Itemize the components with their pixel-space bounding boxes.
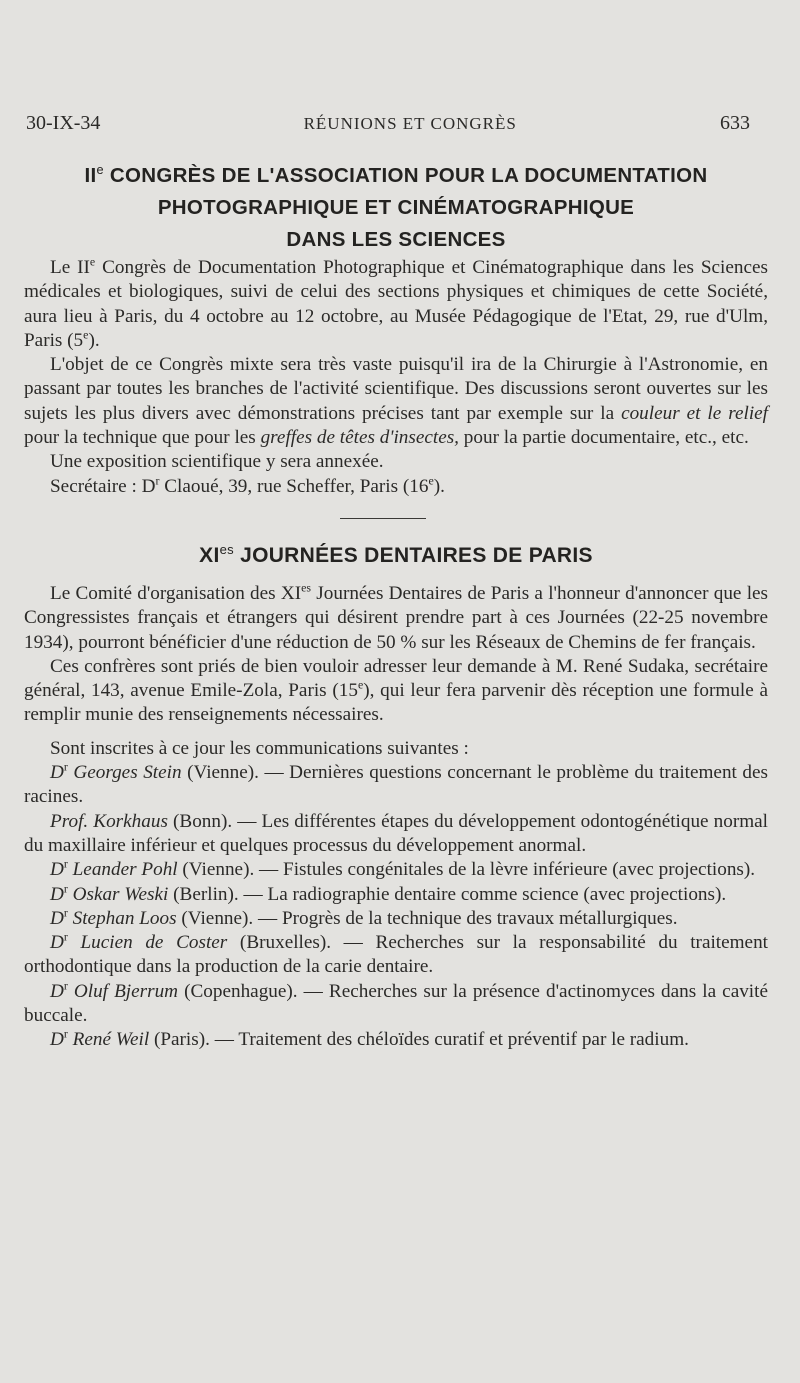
- title-roman: II: [84, 164, 97, 187]
- section1-paragraph-2: L'objet de ce Congrès mixte sera très vaste puisqu'il ira de la Chirurgie à l'Astronomie, en passant par toutes les branches de l'activité scientifique. Des discussions seront ouvertes sur les sujets les plus divers avec démonstrations précises tant par exemple sur la couleur et le relief pour la technique que pour les greffes de têtes d'insectes, pour la partie documentaire, etc., etc.: [24, 354, 769, 449]
- section-divider: [340, 518, 426, 519]
- section2-paragraph-1: Le Comité d'organisation des $XI^{es}$ Journées Dentaires de Paris a l'honneur d'annoncer que les Congressistes français et étrangers qui désirent prendre part à ces Journées (22-25 novembre 1934), pourront bénéficier d'une réduction de 50 % sur les Réseaux de Chemins de fer français.: [24, 580, 769, 653]
- running-head: [26, 112, 750, 135]
- communication-item: $D^r$ Oskar Weski (Berlin). — La radiographie dentaire comme science (avec projections).: [50, 881, 727, 905]
- header-section-title: RÉUNIONS ET CONGRÈS: [303, 114, 517, 133]
- section1-paragraph-1: Le IIe Congrès de Documentation Photographique et Cinématographique dans les Sciences médicales et biologiques, suivi de celui des sections physiques et chimiques de cette Société, aura lieu à Paris, du 4 octobre au 12 octobre, au Musée Pédagogique de l'Etat, 29, rue d'Ulm, Paris (5e).: [24, 254, 768, 351]
- title-line2: PHOTOGRAPHIQUE ET CINÉMATOGRAPHIQUE: [157, 196, 635, 219]
- title-line1: CONGRÈS DE L'ASSOCIATION POUR LA DOCUMENTATION: [103, 164, 708, 187]
- communication-item: $D^r$ Georges Stein (Vienne). — Dernières questions concernant le problème du traitement des racines.: [24, 759, 768, 808]
- communication-item: $D^r$ René Weil (Paris). — Traitement des chéloïdes curatif et préventif par le radium.: [50, 1026, 689, 1051]
- page-number: 633: [719, 112, 750, 134]
- communication-item: $D^r$ Oluf Bjerrum (Copenhague). — Recherches sur la présence d'actinomyces dans la cavité buccale.: [24, 978, 768, 1027]
- communication-item: $D^r$ Stephan Loos (Vienne). — Progrès de la technique des travaux métallurgiques.: [50, 905, 678, 929]
- communications-intro: Sont inscrites à ce jour les communications suivantes :: [50, 737, 469, 759]
- header-date: 30-IX-34: [26, 112, 101, 134]
- communication-item: Prof. Korkhaus (Bonn). — Les différentes étapes du développement odontogénétique normal du maxillaire inférieur et quelques processus du développement anormal.: [24, 810, 769, 856]
- communication-item: $D^r$ Lucien de Coster (Bruxelles). — Recherches sur la responsabilité du traitement orthodontique dans la production de la carie dentaire.: [24, 929, 769, 978]
- title-sup: e: [96, 162, 104, 178]
- section-journees-dentaires: [24, 541, 768, 1053]
- section2-paragraph-2: Ces confrères sont priés de bien vouloir adresser leur demande à M. René Sudaka, secrétaire général, 143, avenue Emile-Zola, Paris (15e), qui leur fera parvenir dès réception une formule à remplir munie des renseignements nécessaires.: [24, 655, 768, 726]
- section1-secretary: Secrétaire : $D^r$ Claoué, 39, rue Scheffer, Paris (16e).: [50, 473, 445, 497]
- section-congres-documentation: [24, 160, 768, 499]
- communication-item: $D^r$ Leander Pohl (Vienne). — Fistules congénitales de la lèvre inférieure (avec projections).: [50, 856, 756, 881]
- section1-paragraph-3: Une exposition scientifique y sera annexée.: [50, 451, 384, 473]
- section2-title: $XI^{es}$ JOURNÉES DENTAIRES DE PARIS: [199, 541, 593, 567]
- page-content: [24, 160, 768, 1053]
- section1-title: [24, 160, 768, 256]
- title-line3: DANS LES SCIENCES: [286, 228, 506, 251]
- communications-list: [24, 761, 768, 1053]
